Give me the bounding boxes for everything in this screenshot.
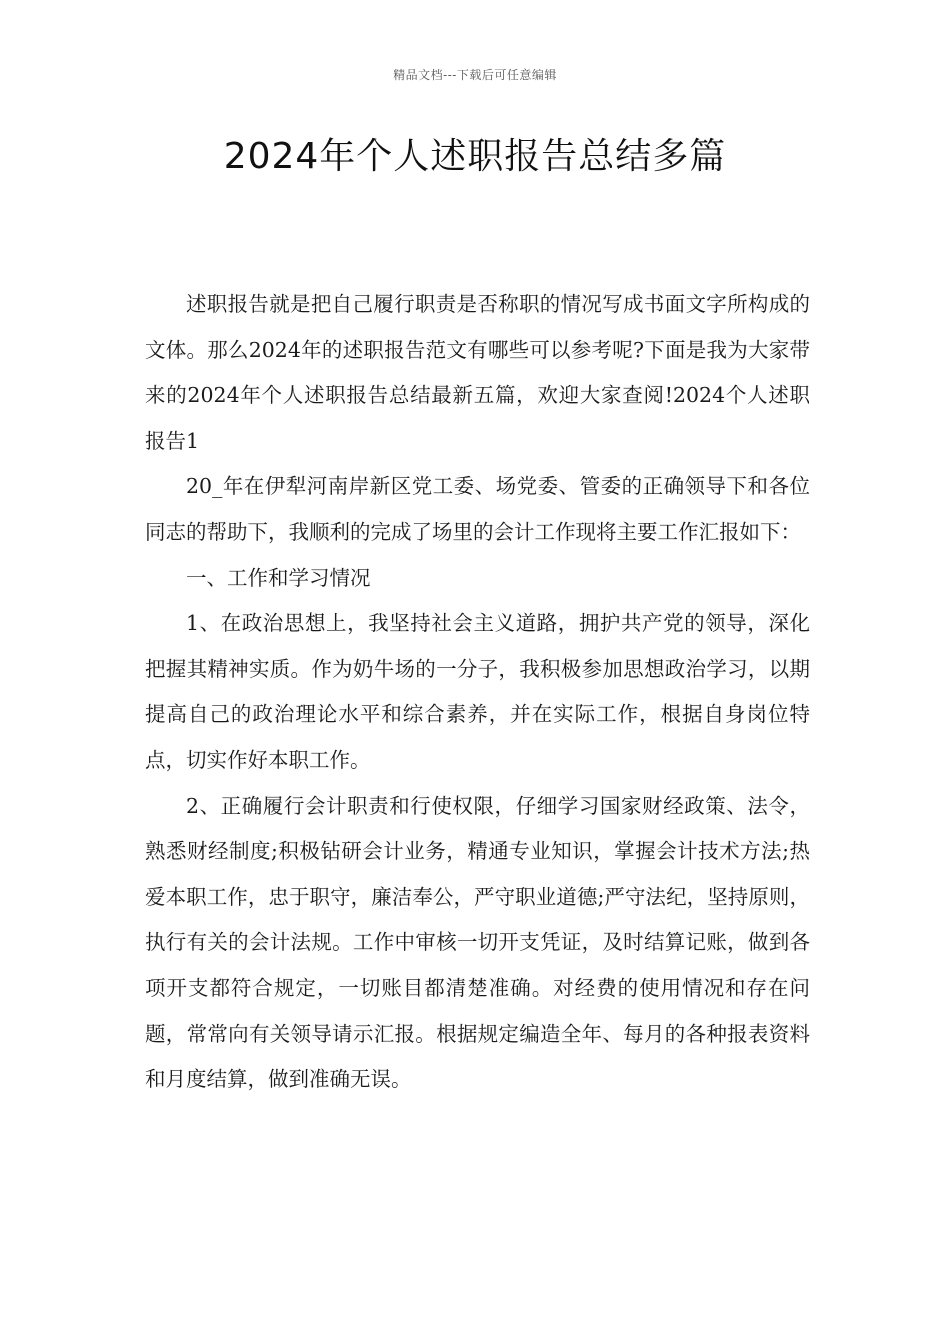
document-title: 2024年个人述职报告总结多篇 [223, 136, 727, 177]
paragraph-item-2: 2、正确履行会计职责和行使权限，仔细学习国家财经政策、法令，熟悉财经制度;积极钻研会计业务，精通专业知识，掌握会计技术方法;热爱本职工作，忠于职守，廉洁奉公，严守职业道德;严守法纪，坚持原则，执行有关的会计法规。工作中审核一切开支凭证，及时结算记账，做到各项开支都符合规定，一切账目都清楚准确。对经费的使用情况和存在问题，常常向有关领导请示汇报。根据规定编造全年、每月的各种报表资料和月度结算，做到准确无误。 [145, 793, 810, 1092]
paragraph-context: 20_年在伊犁河南岸新区党工委、场党委、管委的正确领导下和各位同志的帮助下，我顺利的完成了场里的会计工作现将主要工作汇报如下： [145, 474, 810, 544]
paragraph-intro: 述职报告就是把自己履行职责是否称职的情况写成书面文字所构成的文体。那么2024年的述职报告范文有哪些可以参考呢?下面是我为大家带来的2024年个人述职报告总结最新五篇，欢迎大家查阅!2024个人述职报告1 [145, 292, 810, 453]
section-heading-work-study: 一、工作和学习情况 [186, 565, 371, 590]
header-note: 精品文档---下载后可任意编辑 [393, 68, 557, 82]
paragraph-item-1: 1、在政治思想上，我坚持社会主义道路，拥护共产党的领导，深化把握其精神实质。作为奶牛场的一分子，我积极参加思想政治学习，以期提高自己的政治理论水平和综合素养，并在实际工作，根据自身岗位特点，切实作好本职工作。 [145, 611, 810, 772]
document-body [145, 282, 810, 1103]
